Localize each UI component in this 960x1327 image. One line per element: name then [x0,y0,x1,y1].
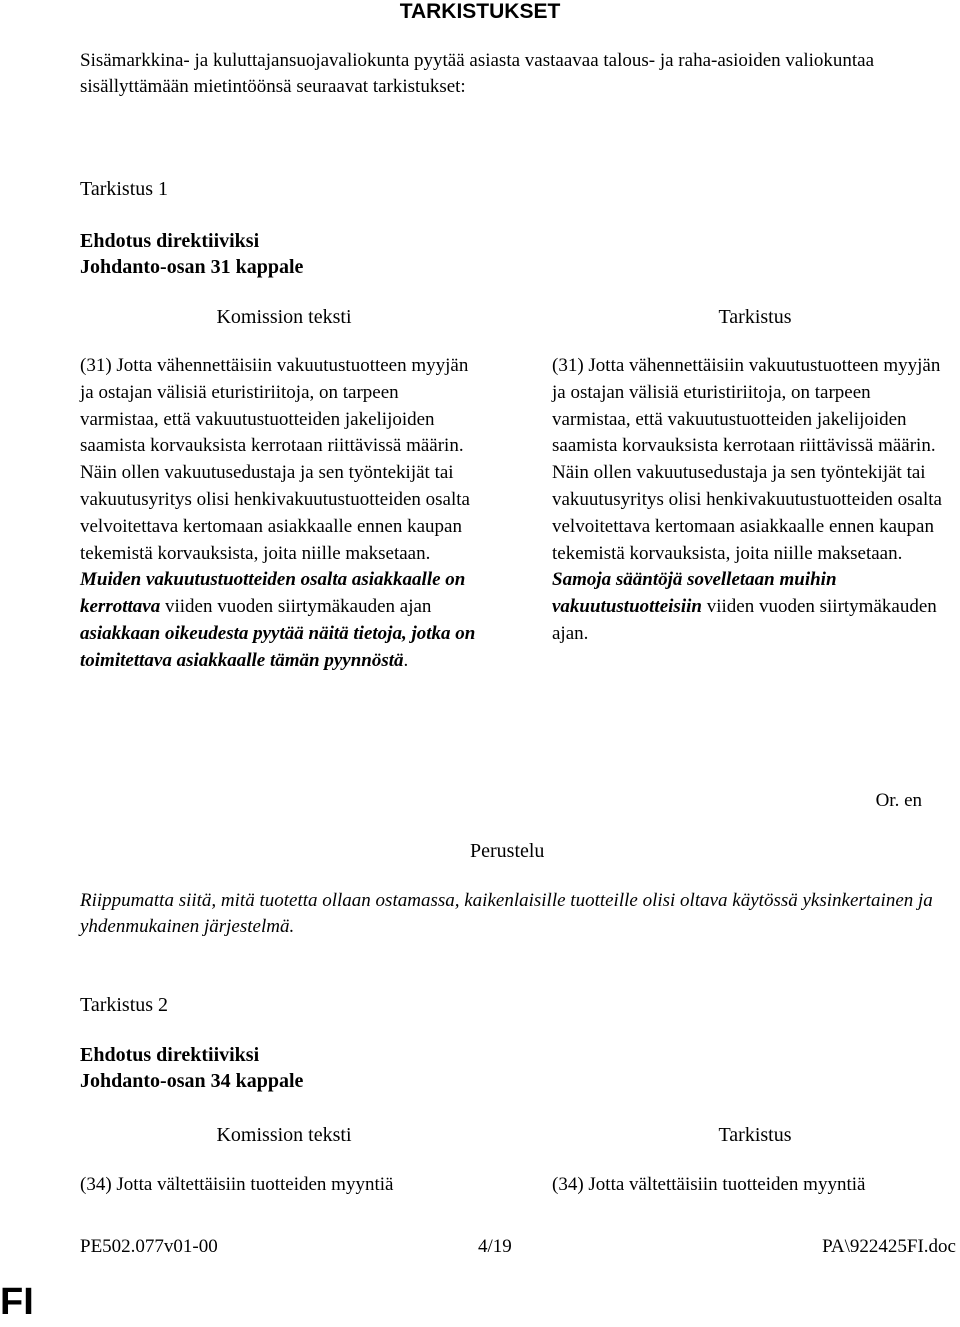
amendment-1-commission-text [80,353,480,675]
amendment-2-commission-text: (34) Jotta vältettäisiin tuotteiden myyntiä [80,1174,394,1195]
amendment-1-proposal: Ehdotus direktiiviksi [80,230,260,252]
footer-doc-id: PE502.077v01-00 [80,1236,218,1257]
amendment-1-commission-header: Komission teksti [216,306,352,328]
commission-text-mid: viiden vuoden siirtymäkauden ajan [160,596,432,618]
amendment-1-amendment-text [552,353,952,648]
amendment-text-end: viiden vuoden siirtymäkauden ajan. [552,596,937,644]
amendment-1-number: Tarkistus 1 [80,178,169,200]
amendment-1-amendment-header: Tarkistus [718,306,792,328]
justification-title: Perustelu [470,840,545,862]
intro-paragraph: Sisämarkkina- ja kuluttajansuojavaliokunta pyytää asiasta vastaavaa talous- ja raha-asioiden valiokuntaa sisällyttämään mietintöönsä seuraavat tarkistukset: [80,50,875,97]
amendment-2-number: Tarkistus 2 [80,994,169,1016]
justification-text: Riippumatta siitä, mitä tuotetta ollaan ostamassa, kaikenlaisille tuotteille olisi oltava käytössä yksinkertainen ja yhdenmukainen järjestelmä. [80,890,933,937]
amendment-text-plain: (31) Jotta vähennettäisiin vakuutustuotteen myyjän ja ostajan välisiä eturistiriitoja, on tarpeen varmistaa, että vakuutustuotteiden jakelijoiden saamista korvauksista kerrotaan riittävissä määrin. Näin ollen vakuutusedustaja ja sen työntekijät tai vakuutusyritys olisi henkivakuutustuotteiden osalta velvoitettava kertomaan asiakkaalle ennen kaupan tekemistä korvauksista, joita niille maksetaan. [552,355,942,564]
original-language: Or. en [875,790,922,811]
amendment-2-proposal: Ehdotus direktiiviksi [80,1044,260,1066]
commission-text-end: . [403,649,409,671]
commission-text-deleted-1: Muiden vakuutustuotteiden osalta asiakkaalle on kerrottava [80,569,466,618]
commission-text-plain: (31) Jotta vähennettäisiin vakuutustuotteen myyjän ja ostajan välisiä eturistiriitoja, on tarpeen varmistaa, että vakuutustuotteiden jakelijoiden saamista korvauksista kerrotaan riittävissä määrin. Näin ollen vakuutusedustaja ja sen työntekijät tai vakuutusyritys olisi henkivakuutustuotteiden osalta velvoitettava kertomaan asiakkaalle ennen kaupan tekemistä korvauksista, joita niille maksetaan. [80,355,470,564]
language-code: FI [0,1281,34,1323]
amendment-2-commission-header: Komission teksti [216,1124,352,1146]
amendment-2-amendment-header: Tarkistus [718,1124,792,1146]
amendment-2-amendment-text: (34) Jotta vältettäisiin tuotteiden myyntiä [552,1174,866,1195]
amendment-2-location: Johdanto-osan 34 kappale [80,1070,304,1092]
footer-page-number: 4/19 [478,1236,512,1257]
footer-file-name: PA\922425FI.doc [822,1236,956,1257]
commission-text-deleted-2: asiakkaan oikeudesta pyytää näitä tietoja, jotka on toimitettava asiakkaalle tämän pyynnöstä [80,622,476,671]
page-heading: TARKISTUKSET [399,0,561,23]
amendment-1-location: Johdanto-osan 31 kappale [80,256,304,278]
amendment-text-added: Samoja sääntöjä sovelletaan muihin vakuutustuotteisiin [552,569,837,618]
